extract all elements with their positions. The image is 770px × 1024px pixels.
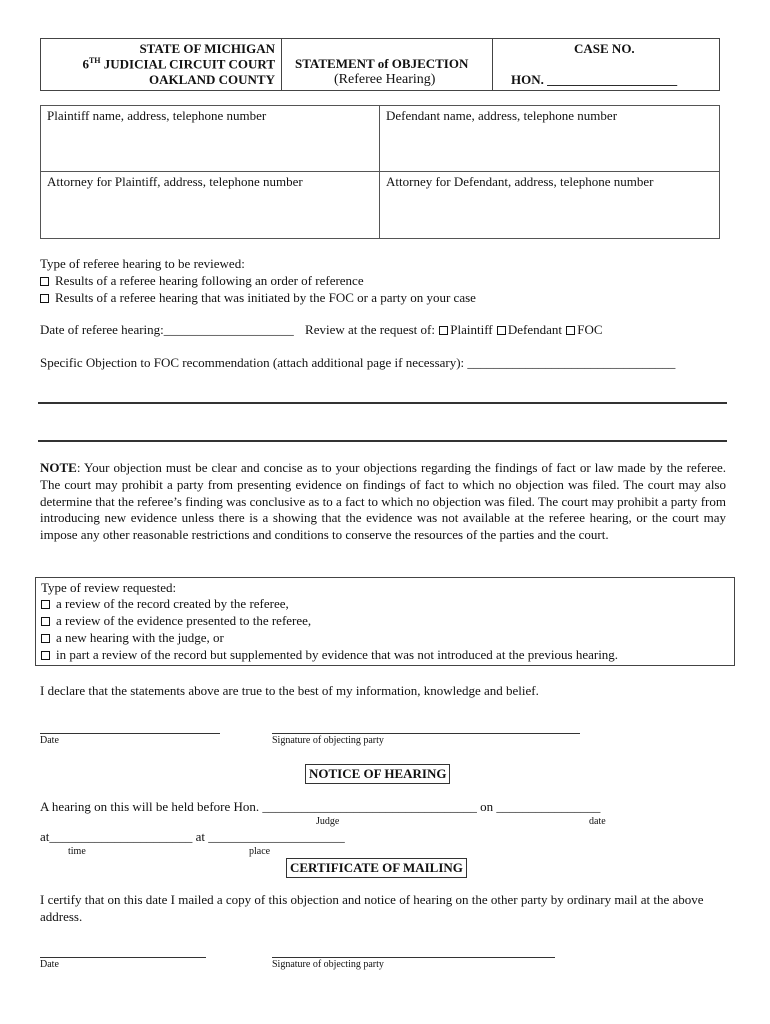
time-caption: time — [68, 846, 86, 857]
hearing-date-field[interactable]: Date of referee hearing:____________________ — [40, 322, 294, 337]
checkbox-icon[interactable] — [41, 651, 50, 660]
state-name: STATE OF MICHIGAN — [139, 41, 275, 56]
defendant-option: Defendant — [507, 322, 563, 337]
signature-caption: Signature of objecting party — [272, 959, 384, 970]
objection-line[interactable] — [38, 440, 727, 442]
review-type-title: Type of review requested: — [41, 580, 177, 595]
note-paragraph: NOTE: Your objection must be clear and concise as to your objections regarding the findings of fact or law made by the referee. The court may prohibit a party from presenting evidence on findings of fact to which no objection was filed. The court may also determine that the referee’s finding was conclusive as to a fact to which no objection was filed. The court may prohibit a party from introducing new evidence unless there is a showing that the evidence was not available at the referee hearing, or the court may impose any other reasonable restrictions and conditions to conserve the resources of the parties and the court. — [40, 460, 726, 543]
form-title: STATEMENT of OBJECTION — [295, 56, 469, 71]
date-caption: date — [589, 816, 606, 827]
title-cell — [282, 39, 493, 90]
divider — [379, 106, 380, 238]
objection-field[interactable]: Specific Objection to FOC recommendation (attach additional page if necessary): ________________________________ — [40, 355, 676, 370]
hearing-date-line[interactable] — [40, 322, 603, 338]
judge-caption: Judge — [316, 816, 340, 827]
plaintiff-option: Plaintiff — [450, 322, 493, 337]
court-name: 6TH JUDICIAL CIRCUIT COURT — [82, 56, 275, 72]
review-type-box — [35, 577, 735, 666]
defendant-field[interactable]: Defendant name, address, telephone number — [386, 108, 618, 123]
certificate-text: I certify that on this date I mailed a copy of this objection and notice of hearing on the other party by ordinary mail at the above address. — [40, 892, 704, 924]
review-request-label: Review at the request of: — [305, 322, 435, 337]
divider — [41, 171, 719, 172]
case-number-label: CASE NO. — [574, 41, 635, 56]
checkbox-icon[interactable] — [41, 634, 50, 643]
date-line[interactable] — [40, 733, 220, 734]
hearing-type-title: Type of referee hearing to be reviewed: — [40, 256, 245, 271]
declaration-text: I declare that the statements above are true to the best of my information, knowledge and belief. — [40, 683, 539, 698]
hearing-option-foc[interactable]: Results of a referee hearing that was initiated by the FOC or a party on your case — [40, 290, 476, 306]
checkbox-icon[interactable] — [439, 326, 448, 335]
certificate-of-mailing-title: CERTIFICATE OF MAILING — [286, 858, 467, 878]
date-line[interactable] — [40, 957, 206, 958]
hearing-time-place-line[interactable]: at______________________ at _____________________ — [40, 829, 345, 844]
place-caption: place — [249, 846, 271, 857]
checkbox-icon[interactable] — [41, 600, 50, 609]
attorney-defendant-field[interactable]: Attorney for Defendant, address, telephone number — [386, 174, 654, 189]
county-name: OAKLAND COUNTY — [148, 72, 275, 87]
checkbox-icon[interactable] — [40, 277, 49, 286]
plaintiff-field[interactable]: Plaintiff name, address, telephone number — [47, 108, 267, 123]
foc-option: FOC — [577, 322, 603, 337]
date-caption: Date — [40, 735, 59, 746]
hearing-judge-line[interactable]: A hearing on this will be held before Hon. _________________________________ on ________________ — [40, 799, 601, 814]
checkbox-icon[interactable] — [497, 326, 506, 335]
review-option-evidence[interactable]: a review of the evidence presented to the referee, — [41, 613, 311, 629]
signature-line[interactable] — [272, 733, 580, 734]
objection-line[interactable] — [38, 402, 727, 404]
checkbox-icon[interactable] — [41, 617, 50, 626]
note-label: NOTE — [40, 460, 77, 475]
checkbox-icon[interactable] — [40, 294, 49, 303]
court-cell — [41, 39, 282, 90]
checkbox-icon[interactable] — [566, 326, 575, 335]
parties-box — [40, 105, 720, 239]
review-option-new-hearing[interactable]: a new hearing with the judge, or — [41, 630, 224, 646]
signature-line[interactable] — [272, 957, 555, 958]
hon-field[interactable]: HON. ____________________ — [511, 72, 678, 87]
hearing-option-reference[interactable]: Results of a referee hearing following an order of reference — [40, 273, 364, 289]
attorney-plaintiff-field[interactable]: Attorney for Plaintiff, address, telephone number — [47, 174, 303, 189]
date-caption: Date — [40, 959, 59, 970]
notice-of-hearing-title: NOTICE OF HEARING — [305, 764, 450, 784]
form-header — [40, 38, 720, 91]
review-option-record[interactable]: a review of the record created by the referee, — [41, 596, 289, 612]
signature-caption: Signature of objecting party — [272, 735, 384, 746]
review-option-partial[interactable]: in part a review of the record but supplemented by evidence that was not introduced at the previous hearing. — [41, 647, 618, 663]
form-subtitle: (Referee Hearing) — [334, 72, 436, 87]
